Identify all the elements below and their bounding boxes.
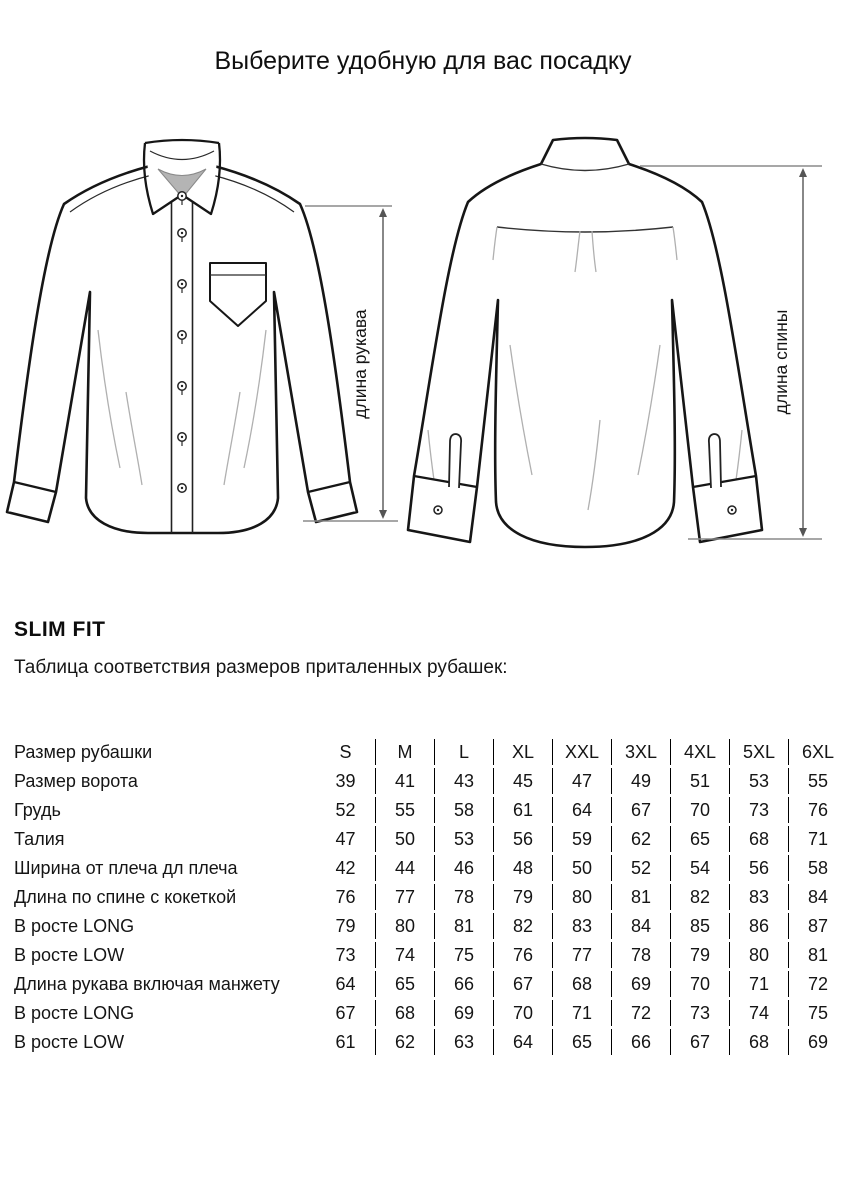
cell-value: 83 bbox=[552, 913, 611, 939]
table-row bbox=[14, 913, 846, 939]
cell-value: 78 bbox=[611, 942, 670, 968]
cell-value: 68 bbox=[729, 826, 788, 852]
cell-value: 68 bbox=[375, 1000, 434, 1026]
table-row bbox=[14, 1000, 846, 1026]
cell-value: S bbox=[339, 742, 352, 762]
cell-value: 75 bbox=[434, 942, 493, 968]
cell-value: 52 bbox=[335, 800, 356, 820]
back-length-label: длина спины bbox=[771, 309, 791, 415]
row-label: Длина рукава включая манжету bbox=[14, 974, 280, 994]
cell-value: 47 bbox=[335, 829, 356, 849]
cell-value: 73 bbox=[335, 945, 356, 965]
row-label: Ширина от плеча дл плеча bbox=[14, 858, 238, 878]
cell-value: 3XL bbox=[611, 739, 670, 765]
table-row bbox=[14, 942, 846, 968]
shirt-front-drawing bbox=[7, 140, 357, 533]
cell-value: 77 bbox=[375, 884, 434, 910]
cell-value: 72 bbox=[611, 1000, 670, 1026]
row-label: В росте LONG bbox=[14, 916, 135, 936]
cell-value: 79 bbox=[493, 884, 552, 910]
table-row bbox=[14, 797, 846, 823]
cell-value: 41 bbox=[375, 768, 434, 794]
page-title: Выберите удобную для вас посадку bbox=[214, 47, 632, 75]
cell-value: 58 bbox=[788, 855, 846, 881]
cell-value: 84 bbox=[788, 884, 846, 910]
cell-value: 63 bbox=[434, 1029, 493, 1055]
table-row bbox=[14, 826, 846, 852]
cell-value: 50 bbox=[375, 826, 434, 852]
cell-value: 68 bbox=[729, 1029, 788, 1055]
cell-value: 65 bbox=[552, 1029, 611, 1055]
cell-value: 66 bbox=[434, 971, 493, 997]
cell-value: 80 bbox=[729, 942, 788, 968]
cell-value: 59 bbox=[552, 826, 611, 852]
cell-value: 71 bbox=[729, 971, 788, 997]
cell-value: 69 bbox=[788, 1029, 846, 1055]
cell-value: XL bbox=[493, 739, 552, 765]
cell-value: 73 bbox=[670, 1000, 729, 1026]
cell-value: 68 bbox=[552, 971, 611, 997]
row-label: В росте LOW bbox=[14, 945, 125, 965]
cell-value: 39 bbox=[335, 771, 356, 791]
cell-value: 79 bbox=[335, 916, 356, 936]
cell-value: 61 bbox=[335, 1032, 356, 1052]
cell-value: 6XL bbox=[788, 739, 846, 765]
fit-heading: SLIM FIT bbox=[14, 618, 106, 641]
cell-value: 43 bbox=[434, 768, 493, 794]
cell-value: 71 bbox=[552, 1000, 611, 1026]
cell-value: 45 bbox=[493, 768, 552, 794]
cell-value: 74 bbox=[375, 942, 434, 968]
cell-value: 80 bbox=[375, 913, 434, 939]
cell-value: 44 bbox=[375, 855, 434, 881]
row-label: Грудь bbox=[14, 800, 61, 820]
cell-value: 73 bbox=[729, 797, 788, 823]
cell-value: 53 bbox=[434, 826, 493, 852]
cell-value: 49 bbox=[611, 768, 670, 794]
cell-value: 79 bbox=[670, 942, 729, 968]
row-label: В росте LOW bbox=[14, 1032, 125, 1052]
cell-value: 4XL bbox=[670, 739, 729, 765]
cell-value: 81 bbox=[611, 884, 670, 910]
cell-value: 82 bbox=[493, 913, 552, 939]
cell-value: 78 bbox=[434, 884, 493, 910]
cell-value: 54 bbox=[670, 855, 729, 881]
cell-value: 47 bbox=[552, 768, 611, 794]
cell-value: 55 bbox=[788, 768, 846, 794]
cell-value: 53 bbox=[729, 768, 788, 794]
sleeve-length-label: длина рукава bbox=[350, 309, 370, 419]
cell-value: 75 bbox=[788, 1000, 846, 1026]
cell-value: M bbox=[375, 739, 434, 765]
cell-value: 64 bbox=[552, 797, 611, 823]
cell-value: 61 bbox=[493, 797, 552, 823]
cell-value: 48 bbox=[493, 855, 552, 881]
cell-value: 69 bbox=[434, 1000, 493, 1026]
cell-value: 70 bbox=[670, 797, 729, 823]
cell-value: 5XL bbox=[729, 739, 788, 765]
size-table bbox=[14, 736, 846, 1058]
cell-value: 71 bbox=[788, 826, 846, 852]
cell-value: 62 bbox=[611, 826, 670, 852]
shirt-diagrams bbox=[0, 130, 846, 575]
cell-value: 85 bbox=[670, 913, 729, 939]
cell-value: 70 bbox=[670, 971, 729, 997]
cell-value: 84 bbox=[611, 913, 670, 939]
sleeve-placket bbox=[449, 434, 461, 488]
fit-description: Таблица соответствия размеров приталенных рубашек: bbox=[14, 657, 508, 678]
row-label: Размер рубашки bbox=[14, 742, 153, 762]
cell-value: 51 bbox=[670, 768, 729, 794]
sleeve-placket bbox=[709, 434, 721, 488]
cell-value: 50 bbox=[552, 855, 611, 881]
cell-value: 52 bbox=[611, 855, 670, 881]
table-row bbox=[14, 768, 846, 794]
row-label: В росте LONG bbox=[14, 1003, 135, 1023]
size-table-body bbox=[14, 739, 846, 1055]
table-row bbox=[14, 1029, 846, 1055]
table-row bbox=[14, 855, 846, 881]
cell-value: 80 bbox=[552, 884, 611, 910]
cell-value: 67 bbox=[335, 1003, 356, 1023]
cell-value: 77 bbox=[552, 942, 611, 968]
cell-value: 87 bbox=[788, 913, 846, 939]
cell-value: 74 bbox=[729, 1000, 788, 1026]
cell-value: 81 bbox=[788, 942, 846, 968]
cell-value: 58 bbox=[434, 797, 493, 823]
cell-value: L bbox=[434, 739, 493, 765]
cell-value: 65 bbox=[670, 826, 729, 852]
cell-value: 66 bbox=[611, 1029, 670, 1055]
cell-value: 64 bbox=[493, 1029, 552, 1055]
cell-value: 86 bbox=[729, 913, 788, 939]
shirt-back-drawing bbox=[408, 138, 762, 547]
cell-value: 69 bbox=[611, 971, 670, 997]
cell-value: 67 bbox=[493, 971, 552, 997]
cell-value: XXL bbox=[552, 739, 611, 765]
cell-value: 82 bbox=[670, 884, 729, 910]
cell-value: 55 bbox=[375, 797, 434, 823]
cell-value: 76 bbox=[788, 797, 846, 823]
cell-value: 67 bbox=[670, 1029, 729, 1055]
table-row bbox=[14, 971, 846, 997]
cell-value: 65 bbox=[375, 971, 434, 997]
row-label: Длина по спине с кокеткой bbox=[14, 887, 237, 907]
cell-value: 62 bbox=[375, 1029, 434, 1055]
cell-value: 76 bbox=[335, 887, 356, 907]
cell-value: 70 bbox=[493, 1000, 552, 1026]
cell-value: 76 bbox=[493, 942, 552, 968]
table-row bbox=[14, 739, 846, 765]
cell-value: 46 bbox=[434, 855, 493, 881]
cell-value: 67 bbox=[611, 797, 670, 823]
cell-value: 83 bbox=[729, 884, 788, 910]
row-label: Талия bbox=[14, 829, 65, 849]
table-row bbox=[14, 884, 846, 910]
cell-value: 72 bbox=[788, 971, 846, 997]
cell-value: 56 bbox=[729, 855, 788, 881]
cell-value: 56 bbox=[493, 826, 552, 852]
row-label: Размер ворота bbox=[14, 771, 138, 791]
cell-value: 42 bbox=[335, 858, 356, 878]
cell-value: 81 bbox=[434, 913, 493, 939]
cell-value: 64 bbox=[335, 974, 356, 994]
